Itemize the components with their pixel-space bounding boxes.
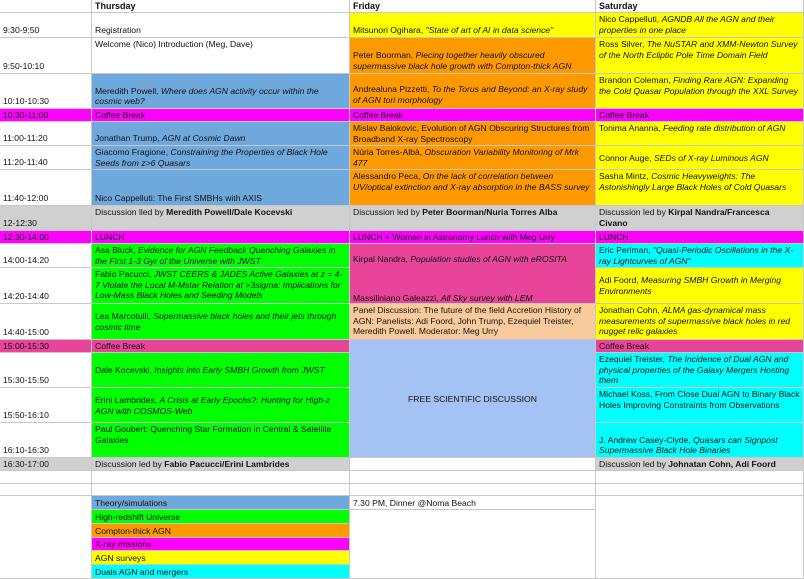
time-cell[interactable]: 16:10-16:30	[0, 423, 92, 458]
session-talk[interactable]: Kirpal Nandra, Population studies of AGN with eROSITA	[350, 244, 596, 304]
panel-discussion[interactable]: Panel Discussion: The future of the field Accretion History of AGN: Panelists: Adi Foord, John Trump, Ezequiel Treister, Meredith Powell. Moderator: Meg Urry	[350, 304, 596, 340]
session-welcome[interactable]: Welcome (Nico) Introduction (Meg, Dave)	[92, 38, 350, 74]
time-cell[interactable]: 15:50-16:10	[0, 388, 92, 423]
time-cell[interactable]: 12-12:30	[0, 206, 92, 231]
time-cell[interactable]: 9:30-9:50	[0, 13, 92, 38]
session-talk[interactable]: Mitsunori Ogihara, "State of art of AI in data science"	[350, 13, 596, 38]
session-talk[interactable]: Adi Foord, Measuring SMBH Growth in Merging Environments	[596, 268, 804, 304]
empty-cell[interactable]	[596, 471, 804, 484]
session-talk[interactable]: Sasha Mintz, Cosmic Heavyweights: The Astonishingly Large Black Holes of Cold Quasars	[596, 170, 804, 206]
session-talk[interactable]: Peter Boorman, Piecing together heavily obscured supermassive black hole growth with Compton-thick AGN	[350, 38, 596, 74]
time-cell[interactable]: 16:30-17:00	[0, 458, 92, 471]
session-talk[interactable]: Jonathan Cohn, ALMA gas-dynamical mass measurements of supermassive black holes in red nugget relic galaxies	[596, 304, 804, 340]
session-talk[interactable]: Erini Lambrides, A Crisis at Early Epochs?: Hunting for High-z AGN with COSMOS-Web	[92, 388, 350, 423]
discussion-session[interactable]: Discussion lled by Meredith Powell/Dale Kocevski	[92, 206, 350, 231]
session-talk[interactable]: Meredith Powell, Where does AGN activity occur within the cosmic web?	[92, 74, 350, 109]
session-registration[interactable]: Registration	[92, 13, 350, 38]
session-talk[interactable]: Alessandro Peca, On the lack of correlation between UV/optical extinction and X-ray absorption in the BASS survey	[350, 170, 596, 206]
legend-high-redshift: High-redshift Universe	[92, 510, 350, 524]
time-cell[interactable]: 14:40-15:00	[0, 304, 92, 340]
legend-compton-thick: Compton-thick AGN	[92, 524, 350, 538]
coffee-break[interactable]: Coffee Break	[350, 109, 596, 122]
coffee-break[interactable]: Coffee Break	[596, 340, 804, 353]
empty-cell[interactable]	[92, 471, 350, 484]
session-talk[interactable]: Michael Koss, From Close Dual AGN to Binary Black Holes Improving Constraints from Observations	[596, 388, 804, 423]
lunch-break[interactable]: LUNCH	[596, 231, 804, 244]
coffee-break[interactable]: Coffee Break	[92, 109, 350, 122]
legend-xray-missions: X-ray missions	[92, 538, 350, 551]
session-talk[interactable]: Connor Auge, SEDs of X-ray Luminous AGN	[596, 146, 804, 170]
corner-cell[interactable]	[0, 0, 92, 13]
time-cell[interactable]: 11:00-11:20	[0, 122, 92, 146]
discussion-session[interactable]: Discussion led by Fabio Pacucci/Erini Lambrides	[92, 458, 350, 471]
session-talk[interactable]: Nico Cappelluti: The First SMBHs with AXIS	[92, 170, 350, 206]
coffee-break[interactable]: Coffee Break	[596, 109, 804, 122]
session-talk[interactable]: Andrealuna Pizzetti, To the Torus and Beyond: an X-ray study of AGN tori morphology	[350, 74, 596, 109]
session-talk[interactable]: Fabio Pacucci, JWST CEERS & JADES Active Galaxies at z = 4-7 Violate the Local M-Mstar Relation at >3sigma: Implications for Low-Mass Black Holes and Seeding Models	[92, 268, 350, 304]
legend-theory: Theory/simulations	[92, 496, 350, 510]
time-cell[interactable]: 15:30-15:50	[0, 353, 92, 388]
empty-cell[interactable]	[350, 510, 596, 579]
session-talk[interactable]: Ross Silver, The NuSTAR and XMM-Newton Survey of the North Ecliptic Pole Time Domain Field	[596, 38, 804, 74]
lunch-break[interactable]: LUNCH + Women in Astronomy Lunch with Meg Urry	[350, 231, 596, 244]
session-talk[interactable]: Ezequiel Treister, The Incidence of Dual AGN and physical properties of the Galaxy Mergers Hosting them	[596, 353, 804, 388]
session-talk[interactable]: Giacomo Fragione, Constraining the Properties of Black Hole Seeds from z>6 Quasars	[92, 146, 350, 170]
time-cell[interactable]: 11:40-12:00	[0, 170, 92, 206]
header-thursday[interactable]: Thursday	[92, 0, 350, 13]
dinner-note[interactable]: 7.30 PM, Dinner @Noma Beach	[350, 496, 596, 510]
time-cell[interactable]: 15:00-15:30	[0, 340, 92, 353]
discussion-session[interactable]: Discussion led by Peter Boorman/Nuria Torres Alba	[350, 206, 596, 231]
header-friday[interactable]: Friday	[350, 0, 596, 13]
empty-cell[interactable]	[596, 484, 804, 496]
session-talk[interactable]: Lea Marcotulli, Supermassive black holes and their jets through cosmic time	[92, 304, 350, 340]
legend-agn-surveys: AGN surveys	[92, 551, 350, 565]
empty-cell[interactable]	[350, 458, 596, 471]
coffee-break[interactable]: Coffee Break	[92, 340, 350, 353]
time-cell[interactable]: 10:30-11:00	[0, 109, 92, 122]
empty-cell[interactable]	[596, 496, 804, 579]
session-talk[interactable]: J. Andrew Casey-Clyde, Quasars can Signpost Supermassive Black Hole Binaries	[596, 423, 804, 458]
free-discussion[interactable]: FREE SCIENTIFIC DISCUSSION	[350, 340, 596, 458]
empty-cell[interactable]	[0, 496, 92, 579]
session-talk[interactable]: Dale Kocevski, Insights into Early SMBH Growth from JWST	[92, 353, 350, 388]
time-cell[interactable]: 12:30-14:00	[0, 231, 92, 244]
time-cell[interactable]: 14:00-14:20	[0, 244, 92, 268]
discussion-session[interactable]: Discussion led by Johnatan Cohn, Adi Foord	[596, 458, 804, 471]
session-talk[interactable]: Núria Torres-Albà, Obscuration Variability Monitoring of Mrk 477	[350, 146, 596, 170]
empty-cell[interactable]	[350, 484, 596, 496]
session-talk[interactable]: Asa Bluck, Evidence for AGN Feedback Quenching Galaxies in the First 1-3 Gyr of the Universe with JWST	[92, 244, 350, 268]
session-talk[interactable]: Mislav Balokovic, Evolution of AGN Obscuring Structures from Broadband X-ray Spectroscopy	[350, 122, 596, 146]
legend-duals-mergers: Duals AGN and mergers	[92, 565, 350, 579]
session-talk[interactable]: Jonathan Trump, AGN at Cosmic Dawn	[92, 122, 350, 146]
header-saturday[interactable]: Saturday	[596, 0, 804, 13]
empty-cell[interactable]	[350, 471, 596, 484]
time-cell[interactable]: 10:10-10:30	[0, 74, 92, 109]
lunch-break[interactable]: LUNCH	[92, 231, 350, 244]
time-cell[interactable]: 11:20-11:40	[0, 146, 92, 170]
empty-cell[interactable]	[0, 471, 92, 484]
time-cell[interactable]: 14:20-14:40	[0, 268, 92, 304]
session-talk[interactable]: Nico Cappelluti, AGNDB All the AGN and their properties in one place	[596, 13, 804, 38]
session-talk[interactable]: Massiliniano Galeazzi, All Sky survey with LEM	[350, 292, 596, 304]
empty-cell[interactable]	[0, 484, 92, 496]
session-talk[interactable]: Brandon Coleman, Finding Rare AGN: Expanding the Cold Quasar Population through the XXL Survey	[596, 74, 804, 109]
session-talk[interactable]: Eric Perlman, "Quasi-Periodic Oscillations in the X-ray Lightcurves of AGN"	[596, 244, 804, 268]
session-talk[interactable]: Paul Goubert: Quenching Star Formation in Central & Satellite Galaxies	[92, 423, 350, 458]
empty-cell[interactable]	[92, 484, 350, 496]
discussion-session[interactable]: Discussion led by Kirpal Nandra/Francesca Civano	[596, 206, 804, 231]
time-cell[interactable]: 9:50-10:10	[0, 38, 92, 74]
session-talk[interactable]: Tonima Ananna, Feeding rate distribution of AGN	[596, 122, 804, 146]
